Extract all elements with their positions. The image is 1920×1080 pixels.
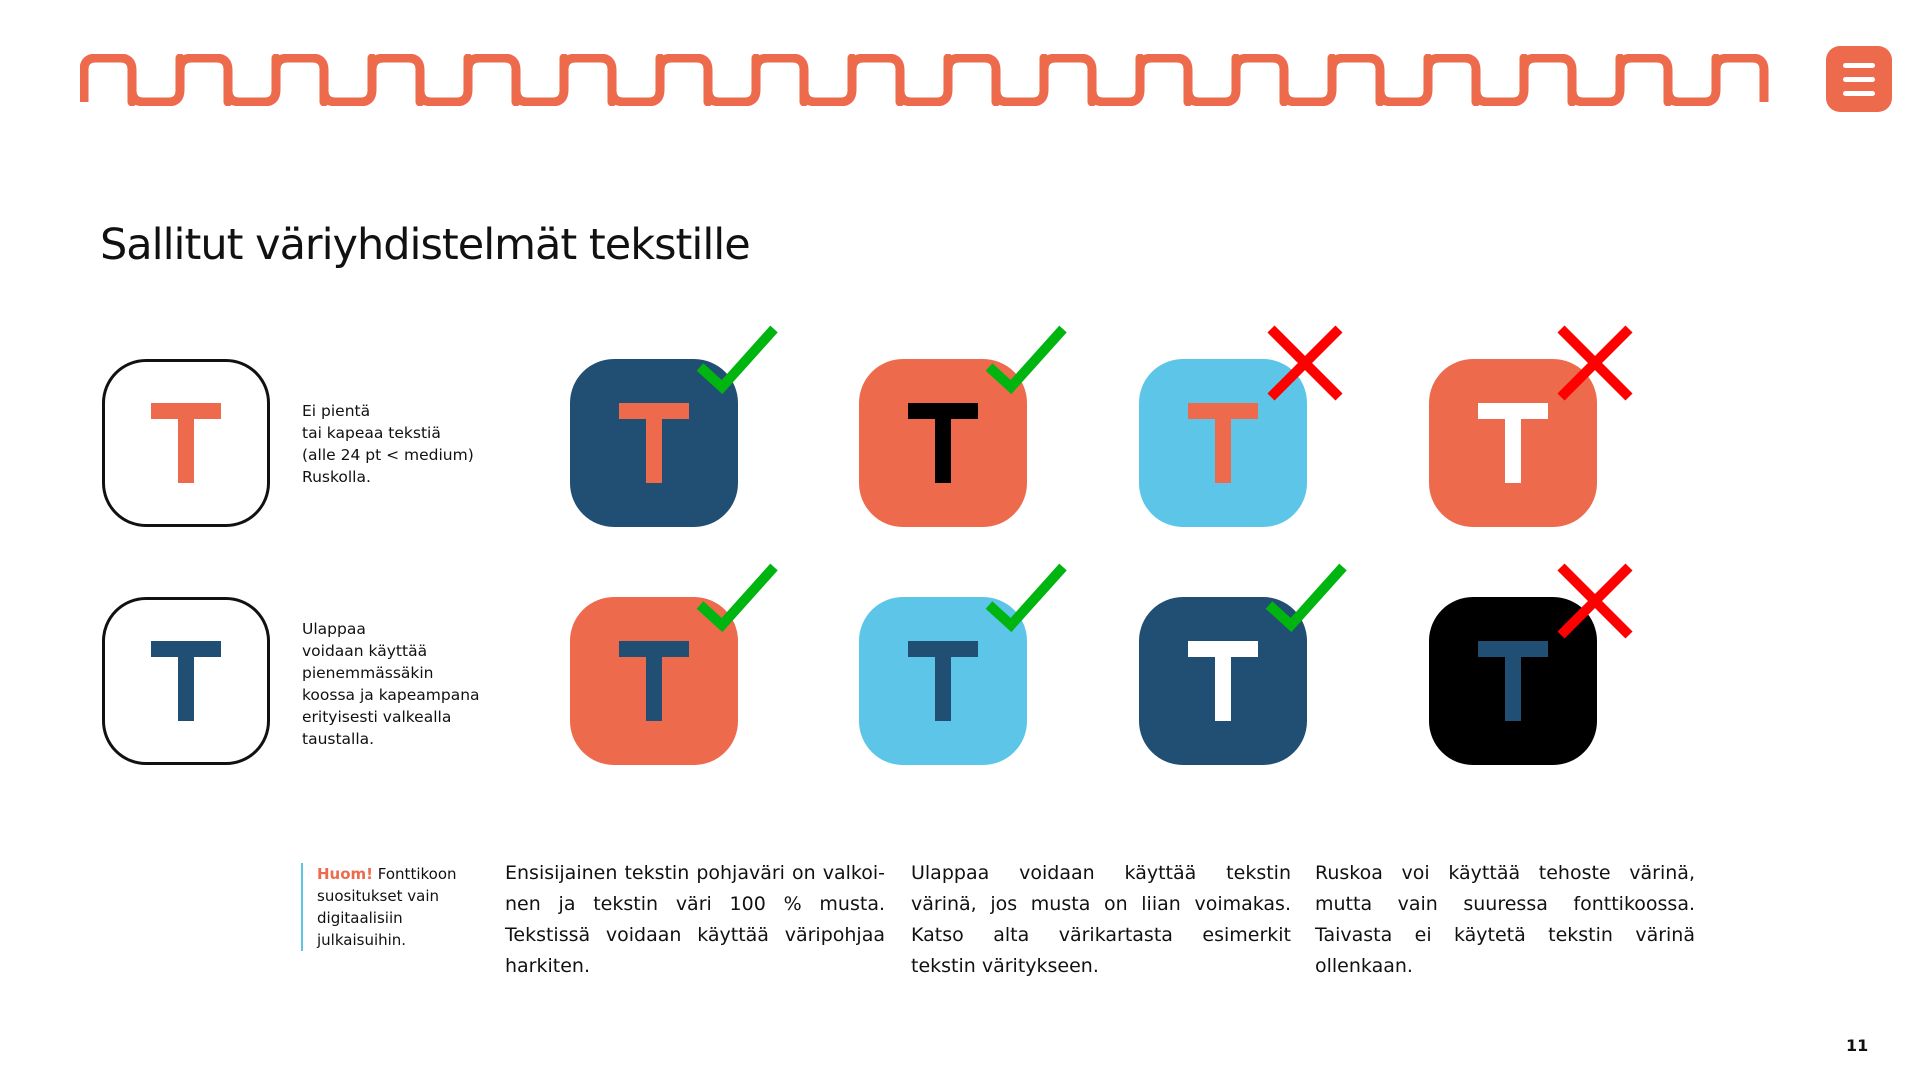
cross-icon	[1553, 323, 1637, 403]
reference-tile-row-2	[102, 597, 270, 765]
header-wave-pattern	[80, 54, 1774, 106]
checkmark-icon	[694, 561, 778, 641]
checkmark-icon	[983, 323, 1067, 403]
reference-tile-row-1	[102, 359, 270, 527]
letter-t-glyph	[908, 403, 978, 483]
letter-t-glyph	[1478, 641, 1548, 721]
note-emphasis: Huom!	[317, 865, 374, 883]
page-title: Sallitut väriyhdistelmät tekstille	[100, 220, 750, 270]
letter-t-glyph	[1478, 403, 1548, 483]
body-column-2: Ulappaa voidaan käyttää tekstin värinä, jos musta on liian voimakas. Katso alta värikartasta esimerkit tekstin väritykseen.	[911, 862, 1291, 977]
row-2-description: Ulappaa voidaan käyttää pienemmässäkin koossa ja kapeampana erityisesti valkealla taustalla.	[302, 620, 480, 748]
letter-t-glyph	[619, 403, 689, 483]
cross-icon	[1263, 323, 1347, 403]
letter-t-glyph	[1188, 641, 1258, 721]
checkmark-icon	[1263, 561, 1347, 641]
letter-t-glyph	[619, 641, 689, 721]
body-column-1: Ensisijainen tekstin pohjaväri on valkoinen ja tekstin väri 100 % musta. Tekstissä voidaan käyttää väripohjaa harkiten.	[505, 862, 885, 977]
note-text: Fonttikoon suositukset vain digitaalisiin julkaisuihin.	[317, 865, 457, 949]
letter-t-glyph	[1188, 403, 1258, 483]
letter-t-glyph	[908, 641, 978, 721]
letter-t-glyph	[151, 641, 221, 721]
checkmark-icon	[983, 561, 1067, 641]
letter-t-glyph	[151, 403, 221, 483]
hamburger-menu-icon[interactable]	[1826, 46, 1892, 112]
row-1-description: Ei pientä tai kapeaa tekstiä (alle 24 pt < medium) Ruskolla.	[302, 402, 474, 486]
checkmark-icon	[694, 323, 778, 403]
cross-icon	[1553, 561, 1637, 641]
body-column-3: Ruskoa voi käyttää tehoste värinä, mutta vain suuressa fonttikoossa. Taivasta ei käytetä tekstin värinä ollenkaan.	[1315, 862, 1695, 977]
font-size-note	[301, 863, 461, 951]
page-number: 11	[1846, 1036, 1869, 1055]
